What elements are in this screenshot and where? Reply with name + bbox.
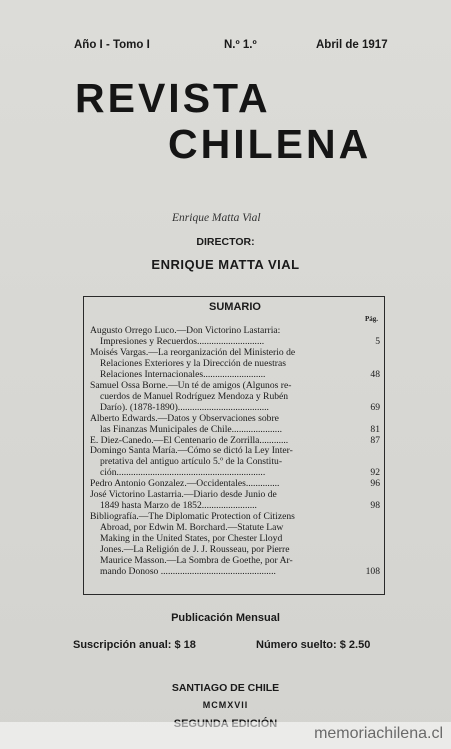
toc-entry [90, 490, 380, 512]
toc-entry-line: Darío). (1878-1890)...................................... [100, 402, 269, 413]
toc-entry [90, 479, 380, 490]
toc-entry-line: ción.............................................................. [100, 468, 266, 479]
title-line-2: CHILENA [168, 121, 372, 167]
toc-entry-line: Bibliografía.—The Diplomatic Protection of Citizens [90, 512, 295, 523]
toc-entry-line: José Victorino Lastarria.—Diario desde Junio de [90, 490, 277, 501]
title-line-1: REVISTA [75, 75, 271, 121]
toc-entry-line: Domingo Santa María.—Cómo se dictó la Ley Inter- [90, 446, 293, 457]
toc-entry-line: E. Diez-Canedo.—El Centenario de Zorrilla............ [90, 435, 289, 446]
toc-entries [90, 326, 380, 578]
toc-entry [90, 326, 380, 348]
toc-entry-line: mando Donoso ................................................ [100, 566, 276, 577]
toc-page-number: 5 [375, 335, 380, 347]
toc-entry-line: Maurice Masson.—La Sombra de Goethe, por Ar- [100, 556, 293, 567]
toc-page-number: 48 [370, 368, 380, 380]
toc-entry-line: Moisés Vargas.—La reorganización del Ministerio de [90, 347, 296, 358]
issue-volume: Año I - Tomo I [74, 39, 150, 51]
toc-entry-line: 1849 hasta Marzo de 1852....................... [100, 501, 257, 512]
toc-page-number: 69 [370, 401, 380, 413]
publication-year: MCMXVII [202, 700, 249, 710]
issue-number: N.º 1.º [224, 39, 257, 51]
toc-page-number: 92 [370, 467, 380, 479]
handwritten-signature: Enrique Matta Vial [172, 212, 261, 224]
toc-entry-line: Impresiones y Recuerdos............................ [100, 336, 265, 347]
director-label: DIRECTOR: [196, 236, 255, 248]
annual-subscription: Suscripción anual: $ 18 [73, 639, 196, 651]
toc-entry-line: Abroad, por Edwin M. Borchard.—Statute Law [100, 523, 284, 534]
toc-page-number: 81 [370, 423, 380, 435]
toc-entry [90, 381, 380, 414]
toc-entry-line: Samuel Ossa Borne.—Un té de amigos (Algunos re- [90, 380, 292, 391]
toc-page-number: 96 [370, 478, 380, 490]
toc-entry-line: las Finanzas Municipales de Chile..................... [100, 424, 282, 435]
toc-entry [90, 414, 380, 436]
toc-entry-line: Pedro Antonio Gonzalez.—Occidentales.............. [90, 479, 280, 490]
toc-entry [90, 436, 380, 447]
toc-entry [90, 512, 380, 578]
director-name: ENRIQUE MATTA VIAL [151, 257, 300, 272]
toc-page-number: 87 [370, 434, 380, 446]
toc-entry-line: Relaciones Exteriores y la Dirección de nuestras [100, 358, 286, 369]
toc-page-number: 108 [365, 565, 380, 577]
toc-entry-line: Making in the United States, por Chester Lloyd [100, 534, 283, 545]
toc-entry-line: Jones.—La Religión de J. J. Rousseau, por Pierre [100, 545, 290, 556]
page-column-header: Pág. [364, 315, 378, 323]
toc-entry-line: Alberto Edwards.—Datos y Observaciones sobre [90, 413, 279, 424]
toc-page-number: 98 [370, 500, 380, 512]
toc-entry-line: Augusto Orrego Luco.—Don Victorino Lastarria: [90, 326, 281, 336]
issue-date: Abril de 1917 [316, 39, 388, 51]
watermark-text: memoriachilena.cl [314, 725, 443, 742]
publication-city: SANTIAGO DE CHILE [171, 682, 280, 694]
toc-entry-line: cuerdos de Manuel Rodríguez Mendoza y Rubén [100, 391, 289, 402]
toc-entry [90, 446, 380, 479]
sumario-title: SUMARIO [209, 301, 261, 313]
toc-entry-line: Relaciones Internacionales.......................... [100, 369, 266, 380]
toc-entry [90, 348, 380, 381]
issue-header [74, 39, 404, 55]
toc-entry-line: pretativa del antiguo artículo 5.º de la Constitu- [100, 457, 283, 468]
table-of-contents [83, 296, 385, 595]
publication-frequency: Publicación Mensual [171, 612, 280, 624]
single-issue-price: Número suelto: $ 2.50 [256, 639, 371, 651]
